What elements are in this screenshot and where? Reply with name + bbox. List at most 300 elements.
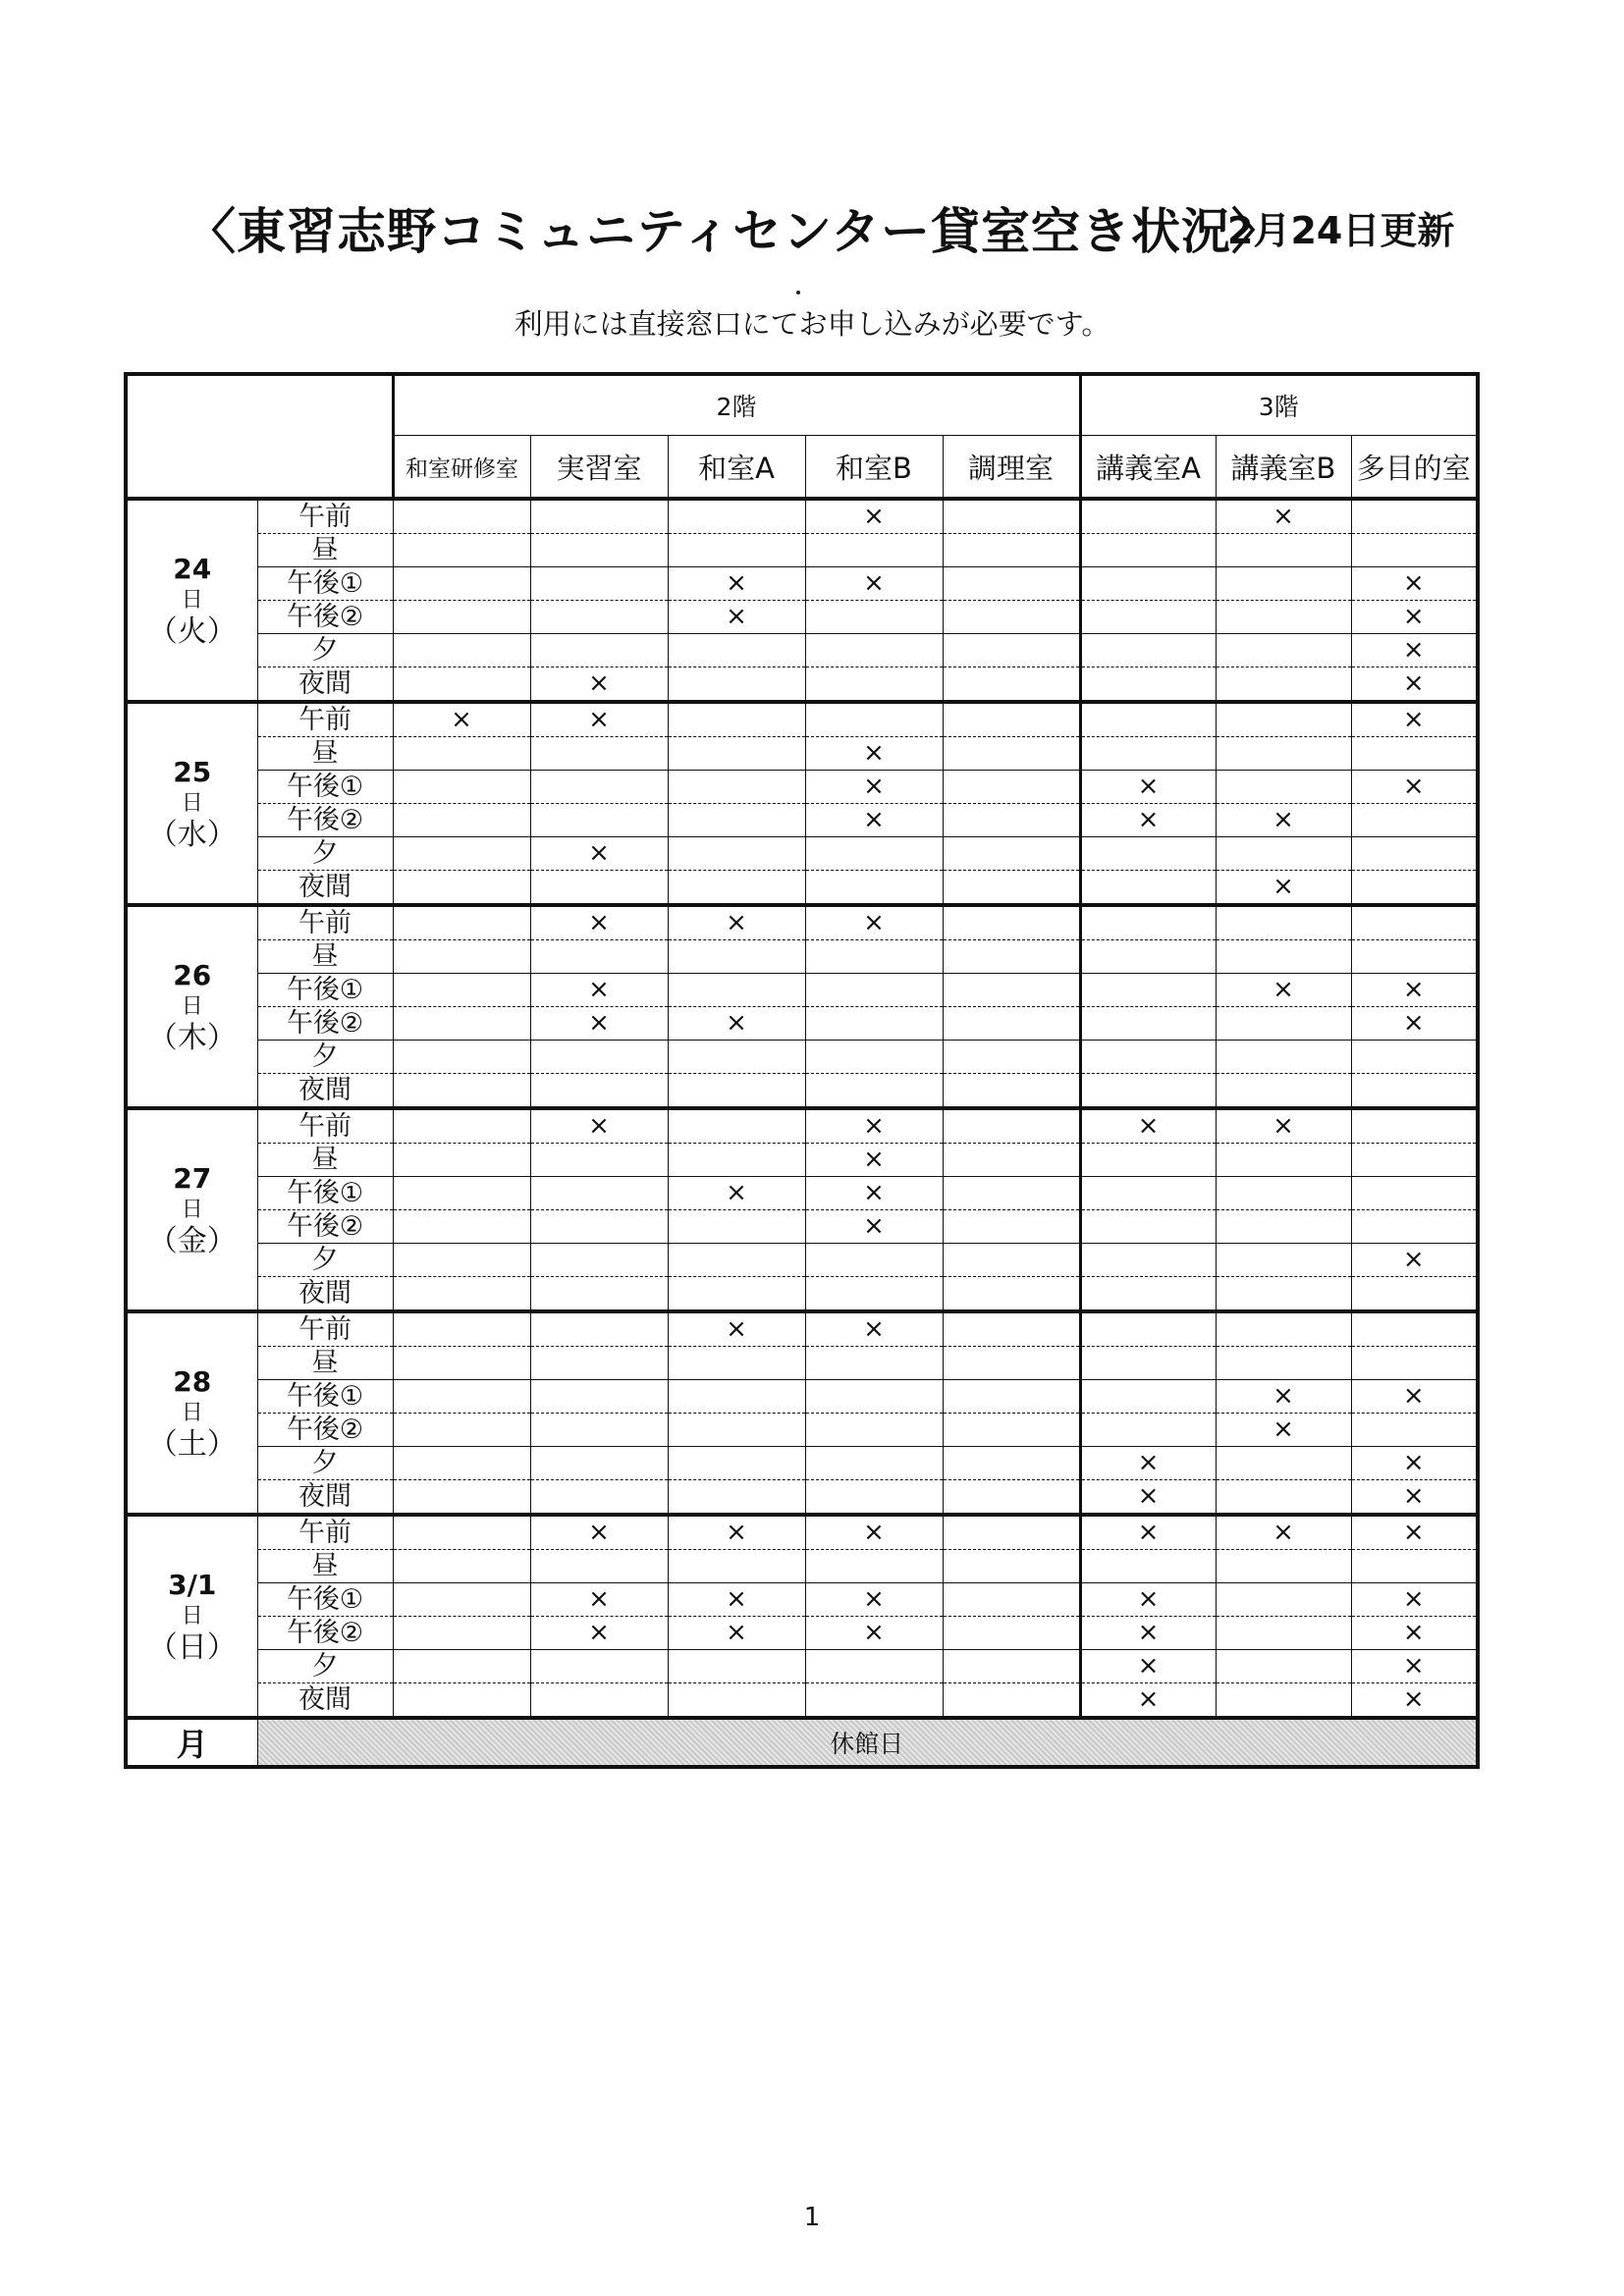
availability-cell — [805, 702, 943, 737]
slot-row — [126, 1007, 1478, 1041]
availability-cell — [1216, 905, 1351, 940]
availability-cell — [1080, 667, 1216, 703]
time-slot-label: 午後② — [257, 1210, 393, 1244]
availability-cell — [1216, 1617, 1351, 1650]
slot-row — [126, 1244, 1478, 1277]
availability-cell — [943, 567, 1080, 601]
availability-cell — [668, 534, 805, 567]
availability-cell — [805, 1414, 943, 1447]
availability-cell — [943, 1447, 1080, 1480]
availability-cell — [530, 940, 668, 974]
page-number: 1 — [803, 2203, 821, 2232]
availability-cell — [530, 1650, 668, 1683]
availability-cell — [530, 534, 668, 567]
availability-cell — [805, 940, 943, 974]
room-header: 調理室 — [943, 436, 1080, 500]
availability-cell — [943, 1515, 1080, 1550]
booked-mark: × — [805, 1177, 943, 1210]
slot-row — [126, 499, 1478, 534]
booked-mark: × — [1351, 1583, 1478, 1617]
slot-row — [126, 601, 1478, 634]
day-suffix: 日 — [181, 790, 203, 816]
day-weekday: （水） — [147, 817, 237, 852]
availability-cell — [943, 1414, 1080, 1447]
booked-mark: × — [805, 905, 943, 940]
room-header: 講義室B — [1216, 436, 1351, 500]
availability-cell — [530, 1311, 668, 1347]
booked-mark: × — [1216, 804, 1351, 837]
availability-cell — [393, 871, 530, 906]
availability-cell — [668, 1683, 805, 1719]
day-date: 27 — [173, 1161, 212, 1195]
availability-cell — [393, 534, 530, 567]
availability-cell — [530, 1380, 668, 1414]
availability-cell — [530, 1414, 668, 1447]
availability-cell — [1351, 837, 1478, 871]
availability-cell — [1080, 1347, 1216, 1380]
day-label — [126, 1515, 257, 1718]
availability-cell — [1351, 1550, 1478, 1583]
availability-cell — [393, 1380, 530, 1414]
availability-cell — [1080, 567, 1216, 601]
availability-cell — [393, 1583, 530, 1617]
update-date: 2月24日更新 — [1227, 209, 1455, 252]
booked-mark: × — [668, 905, 805, 940]
time-slot-label: 夜間 — [257, 1074, 393, 1109]
availability-cell — [668, 1480, 805, 1516]
availability-cell — [943, 871, 1080, 906]
booked-mark: × — [1216, 871, 1351, 906]
availability-cell — [1216, 1074, 1351, 1109]
availability-cell — [1080, 499, 1216, 534]
booked-mark: × — [1216, 974, 1351, 1007]
availability-cell — [668, 804, 805, 837]
availability-cell — [1216, 702, 1351, 737]
availability-cell — [530, 737, 668, 771]
closed-day-row — [126, 1718, 1478, 1767]
availability-cell — [1216, 1210, 1351, 1244]
availability-cell — [943, 1108, 1080, 1144]
booked-mark: × — [1080, 1515, 1216, 1550]
booked-mark: × — [1351, 974, 1478, 1007]
availability-cell — [668, 771, 805, 804]
booked-mark: × — [1080, 1650, 1216, 1683]
time-slot-label: 夕 — [257, 1447, 393, 1480]
floor-header-row — [126, 374, 1478, 436]
booked-mark: × — [805, 804, 943, 837]
time-slot-label: 午後① — [257, 1177, 393, 1210]
closed-day-label: 月 — [126, 1718, 257, 1767]
day-date: 26 — [173, 958, 212, 991]
availability-cell — [943, 905, 1080, 940]
availability-cell — [805, 974, 943, 1007]
day-suffix: 日 — [181, 587, 203, 613]
availability-cell — [1080, 974, 1216, 1007]
booked-mark: × — [1351, 1480, 1478, 1516]
availability-cell — [1080, 737, 1216, 771]
booked-mark: × — [1351, 1007, 1478, 1041]
availability-cell — [668, 499, 805, 534]
availability-cell — [1351, 499, 1478, 534]
time-slot-label: 午前 — [257, 905, 393, 940]
availability-cell — [943, 1074, 1080, 1109]
availability-cell — [1216, 1583, 1351, 1617]
time-slot-label: 夕 — [257, 634, 393, 667]
availability-cell — [943, 1583, 1080, 1617]
availability-cell — [1080, 702, 1216, 737]
booked-mark: × — [668, 601, 805, 634]
availability-cell — [943, 737, 1080, 771]
availability-cell — [1080, 1177, 1216, 1210]
availability-cell — [1216, 534, 1351, 567]
day-suffix: 日 — [181, 1603, 203, 1629]
availability-cell — [805, 667, 943, 703]
booked-mark: × — [1351, 634, 1478, 667]
day-weekday: （日） — [147, 1629, 237, 1665]
booked-mark: × — [668, 1583, 805, 1617]
availability-cell — [943, 601, 1080, 634]
slot-row — [126, 737, 1478, 771]
availability-cell — [943, 1380, 1080, 1414]
day-date: 28 — [173, 1364, 212, 1398]
slot-row — [126, 1108, 1478, 1144]
floor-3-header: 3階 — [1080, 374, 1478, 436]
slot-row — [126, 1683, 1478, 1719]
booked-mark: × — [805, 1583, 943, 1617]
availability-cell — [393, 1177, 530, 1210]
availability-cell — [530, 1550, 668, 1583]
availability-cell — [530, 871, 668, 906]
slot-row — [126, 702, 1478, 737]
availability-cell — [668, 702, 805, 737]
booked-mark: × — [1216, 1515, 1351, 1550]
slot-row — [126, 1074, 1478, 1109]
availability-cell — [668, 1414, 805, 1447]
availability-cell — [1080, 634, 1216, 667]
slot-row — [126, 1277, 1478, 1312]
availability-cell — [943, 837, 1080, 871]
time-slot-label: 午後② — [257, 601, 393, 634]
slot-row — [126, 1480, 1478, 1516]
booked-mark: × — [805, 499, 943, 534]
booked-mark: × — [530, 837, 668, 871]
room-header: 多目的室 — [1351, 436, 1478, 500]
availability-cell — [393, 1650, 530, 1683]
availability-cell — [1351, 1414, 1478, 1447]
availability-cell — [1216, 1347, 1351, 1380]
availability-cell — [530, 804, 668, 837]
availability-cell — [1351, 804, 1478, 837]
booked-mark: × — [1351, 1447, 1478, 1480]
availability-cell — [805, 1277, 943, 1312]
availability-cell — [943, 1244, 1080, 1277]
booked-mark: × — [1080, 1683, 1216, 1719]
day-label — [126, 905, 257, 1108]
availability-cell — [943, 1311, 1080, 1347]
availability-cell — [393, 1108, 530, 1144]
booked-mark: × — [530, 702, 668, 737]
booked-mark: × — [1351, 1650, 1478, 1683]
availability-cell — [943, 1144, 1080, 1177]
booked-mark: × — [530, 974, 668, 1007]
day-date: 3/1 — [168, 1568, 217, 1601]
booked-mark: × — [1216, 1414, 1351, 1447]
booked-mark: × — [1080, 1583, 1216, 1617]
time-slot-label: 夕 — [257, 837, 393, 871]
availability-cell — [530, 1177, 668, 1210]
availability-cell — [805, 1380, 943, 1414]
slot-row — [126, 667, 1478, 703]
room-header: 和室B — [805, 436, 943, 500]
availability-cell — [943, 499, 1080, 534]
availability-cell — [805, 1447, 943, 1480]
time-slot-label: 昼 — [257, 1347, 393, 1380]
availability-cell — [1351, 737, 1478, 771]
availability-cell — [393, 1414, 530, 1447]
availability-cell — [1351, 905, 1478, 940]
room-header: 実習室 — [530, 436, 668, 500]
time-slot-label: 午後② — [257, 1414, 393, 1447]
availability-cell — [1351, 1041, 1478, 1074]
time-slot-label: 午前 — [257, 1108, 393, 1144]
availability-cell — [393, 737, 530, 771]
booked-mark: × — [668, 1515, 805, 1550]
booked-mark: × — [805, 1617, 943, 1650]
availability-cell — [530, 1447, 668, 1480]
page-title: 〈東習志野コミュニティセンター貸室空き状況〉 — [187, 203, 1281, 260]
slot-row — [126, 1311, 1478, 1347]
room-header: 和室A — [668, 436, 805, 500]
availability-cell — [393, 1515, 530, 1550]
slot-row — [126, 1347, 1478, 1380]
availability-cell — [1080, 1144, 1216, 1177]
availability-cell — [393, 1144, 530, 1177]
booked-mark: × — [805, 1144, 943, 1177]
availability-cell — [393, 771, 530, 804]
day-date: 25 — [173, 755, 212, 788]
availability-cell — [668, 1447, 805, 1480]
availability-cell — [668, 737, 805, 771]
availability-cell — [805, 1650, 943, 1683]
booked-mark: × — [393, 702, 530, 737]
availability-cell — [668, 1074, 805, 1109]
booked-mark: × — [1080, 1617, 1216, 1650]
time-slot-label: 夜間 — [257, 1480, 393, 1516]
availability-cell — [1351, 1108, 1478, 1144]
availability-cell — [1080, 837, 1216, 871]
availability-cell — [1080, 1311, 1216, 1347]
booked-mark: × — [530, 1007, 668, 1041]
availability-cell — [1216, 1041, 1351, 1074]
availability-cell — [668, 1244, 805, 1277]
booked-mark: × — [1351, 1515, 1478, 1550]
slot-row — [126, 1414, 1478, 1447]
availability-cell — [1216, 940, 1351, 974]
availability-cell — [1351, 1177, 1478, 1210]
availability-cell — [943, 771, 1080, 804]
availability-cell — [530, 1347, 668, 1380]
time-slot-label: 午後① — [257, 1583, 393, 1617]
booked-mark: × — [1351, 667, 1478, 703]
booked-mark: × — [530, 1515, 668, 1550]
availability-cell — [1080, 1210, 1216, 1244]
availability-cell — [393, 1007, 530, 1041]
availability-cell — [1351, 1144, 1478, 1177]
availability-cell — [1080, 940, 1216, 974]
booked-mark: × — [1351, 771, 1478, 804]
slot-row — [126, 1583, 1478, 1617]
day-suffix: 日 — [181, 1400, 203, 1425]
slot-row — [126, 567, 1478, 601]
availability-cell — [1080, 534, 1216, 567]
booked-mark: × — [1351, 1617, 1478, 1650]
availability-cell — [805, 1244, 943, 1277]
time-slot-label: 昼 — [257, 1144, 393, 1177]
availability-cell — [668, 1210, 805, 1244]
day-weekday: （金） — [147, 1223, 237, 1258]
availability-cell — [805, 1041, 943, 1074]
availability-cell — [943, 1277, 1080, 1312]
time-slot-label: 夜間 — [257, 1277, 393, 1312]
booked-mark: × — [530, 905, 668, 940]
availability-cell — [393, 837, 530, 871]
booked-mark: × — [530, 1583, 668, 1617]
slot-row — [126, 1650, 1478, 1683]
availability-cell — [1080, 1550, 1216, 1583]
booked-mark: × — [668, 1617, 805, 1650]
booked-mark: × — [530, 1617, 668, 1650]
availability-cell — [1216, 737, 1351, 771]
availability-cell — [805, 601, 943, 634]
availability-cell — [668, 1277, 805, 1312]
availability-cell — [1080, 1041, 1216, 1074]
availability-cell — [530, 1074, 668, 1109]
availability-cell — [1216, 601, 1351, 634]
availability-cell — [1216, 567, 1351, 601]
availability-cell — [393, 667, 530, 703]
availability-cell — [1216, 667, 1351, 703]
availability-cell — [943, 702, 1080, 737]
booked-mark: × — [805, 1515, 943, 1550]
availability-cell — [943, 534, 1080, 567]
availability-cell — [393, 1210, 530, 1244]
availability-cell — [1216, 771, 1351, 804]
availability-cell — [393, 1617, 530, 1650]
slot-row — [126, 837, 1478, 871]
availability-cell — [668, 634, 805, 667]
availability-cell — [943, 804, 1080, 837]
availability-cell — [1216, 1144, 1351, 1177]
availability-cell — [1080, 905, 1216, 940]
availability-cell — [1080, 1380, 1216, 1414]
availability-cell — [668, 1144, 805, 1177]
slot-row — [126, 1515, 1478, 1550]
availability-cell — [1351, 871, 1478, 906]
availability-cell — [393, 1550, 530, 1583]
time-slot-label: 午後① — [257, 1380, 393, 1414]
time-slot-label: 午後② — [257, 1007, 393, 1041]
availability-cell — [943, 1007, 1080, 1041]
day-label — [126, 499, 257, 702]
availability-cell — [943, 940, 1080, 974]
availability-cell — [943, 1177, 1080, 1210]
availability-cell — [668, 837, 805, 871]
slot-row — [126, 1144, 1478, 1177]
availability-cell — [393, 1041, 530, 1074]
time-slot-label: 昼 — [257, 1550, 393, 1583]
time-slot-label: 午前 — [257, 499, 393, 534]
availability-cell — [393, 1074, 530, 1109]
slot-row — [126, 1041, 1478, 1074]
time-slot-label: 午後① — [257, 567, 393, 601]
availability-cell — [1216, 1177, 1351, 1210]
time-slot-label: 夕 — [257, 1650, 393, 1683]
availability-cell — [805, 837, 943, 871]
time-slot-label: 午後② — [257, 804, 393, 837]
day-label — [126, 702, 257, 905]
availability-cell — [393, 940, 530, 974]
availability-cell — [943, 1210, 1080, 1244]
availability-cell — [530, 1683, 668, 1719]
availability-cell — [1080, 601, 1216, 634]
booked-mark: × — [805, 567, 943, 601]
slot-row — [126, 1447, 1478, 1480]
availability-cell — [1216, 1650, 1351, 1683]
room-header: 和室研修室 — [393, 436, 530, 500]
availability-cell — [668, 974, 805, 1007]
booked-mark: × — [1216, 1380, 1351, 1414]
booked-mark: × — [805, 737, 943, 771]
availability-cell — [393, 601, 530, 634]
booked-mark: × — [1080, 1480, 1216, 1516]
availability-cell — [668, 1041, 805, 1074]
slot-row — [126, 1210, 1478, 1244]
availability-cell — [393, 1347, 530, 1380]
booked-mark: × — [1351, 1683, 1478, 1719]
availability-cell — [805, 1007, 943, 1041]
availability-cell — [668, 667, 805, 703]
slot-row — [126, 905, 1478, 940]
availability-cell — [805, 1074, 943, 1109]
availability-cell — [1216, 1311, 1351, 1347]
availability-cell — [1080, 1414, 1216, 1447]
availability-cell — [1351, 940, 1478, 974]
booked-mark: × — [668, 1007, 805, 1041]
booked-mark: × — [1351, 567, 1478, 601]
availability-cell — [530, 1244, 668, 1277]
booked-mark: × — [1216, 1108, 1351, 1144]
availability-cell — [943, 974, 1080, 1007]
time-slot-label: 午後① — [257, 771, 393, 804]
day-label — [126, 1108, 257, 1311]
availability-cell — [1080, 1074, 1216, 1109]
availability-cell — [943, 1683, 1080, 1719]
availability-cell — [943, 1480, 1080, 1516]
stray-dot — [796, 291, 800, 294]
availability-cell — [1216, 1550, 1351, 1583]
availability-cell — [530, 1210, 668, 1244]
availability-cell — [393, 1683, 530, 1719]
availability-cell — [1216, 1244, 1351, 1277]
availability-cell — [393, 905, 530, 940]
availability-cell — [943, 1550, 1080, 1583]
availability-cell — [805, 1480, 943, 1516]
availability-cell — [668, 1550, 805, 1583]
availability-cell — [805, 634, 943, 667]
availability-cell — [393, 1311, 530, 1347]
availability-cell — [1351, 534, 1478, 567]
availability-cell — [393, 634, 530, 667]
